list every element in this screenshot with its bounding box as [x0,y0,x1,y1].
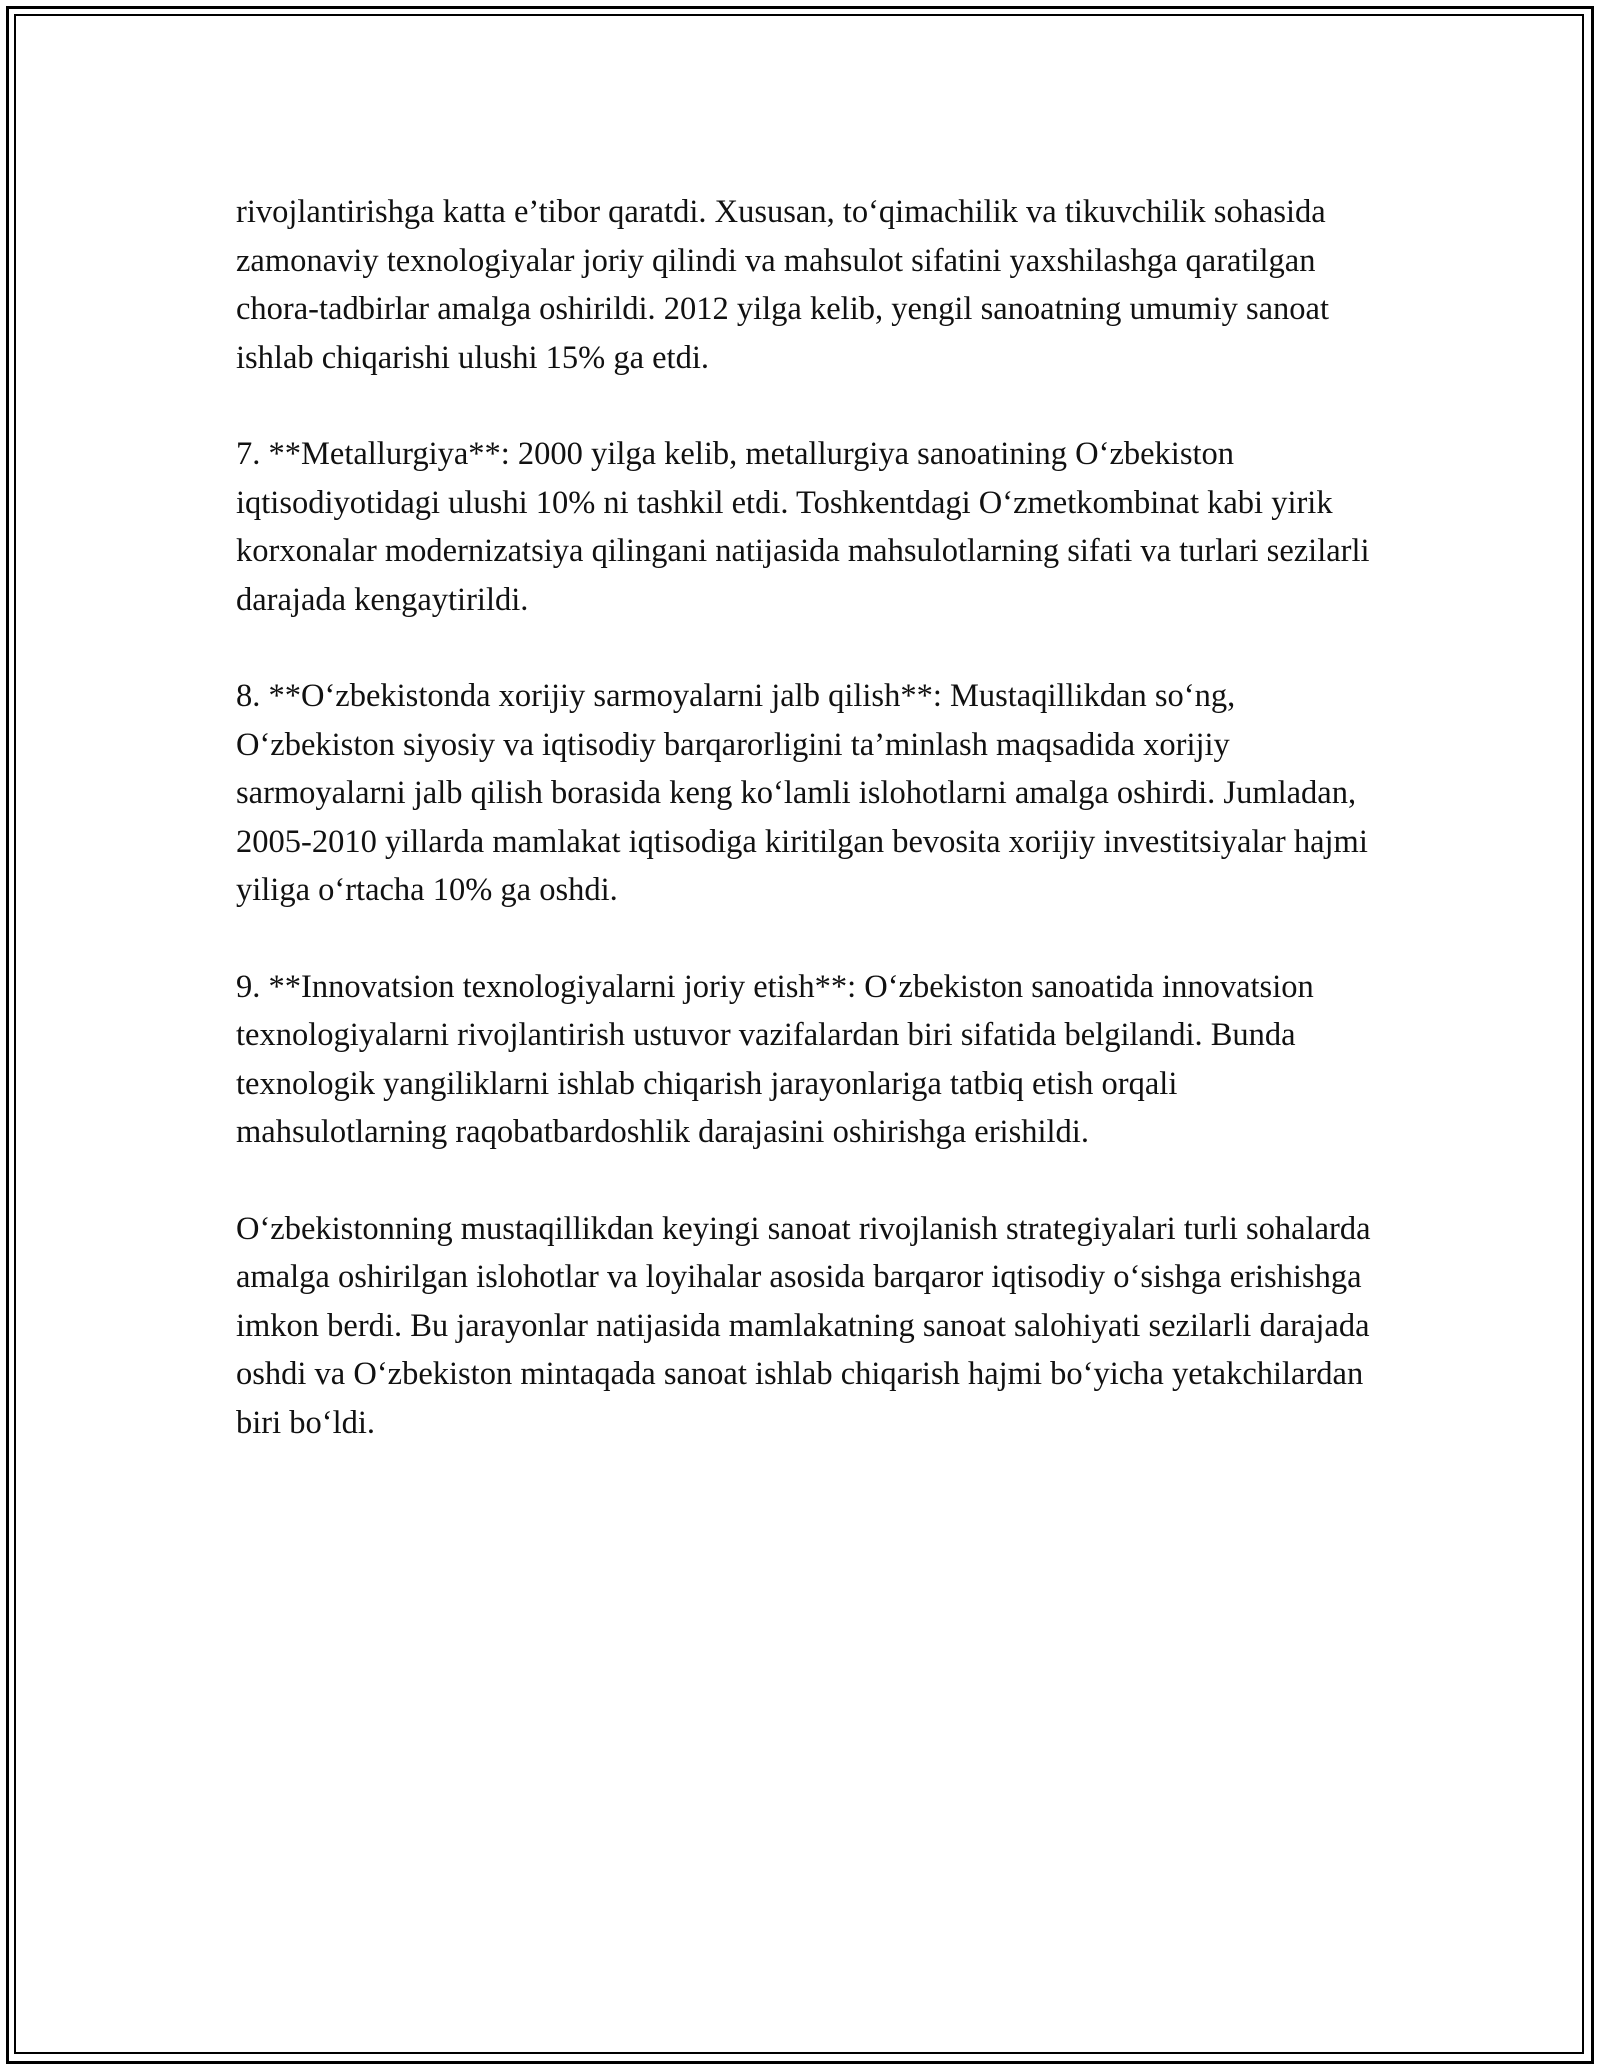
paragraph-item-7-metallurgiya [236,430,1386,624]
paragraph-text: 9. **Innovatsion texnologiyalarni joriy etish**: O‘zbekiston sanoatida innovatsion texnologiyalarni rivojlantirish ustuvor vazifalardan biri sifatida belgilandi. Bunda texnologik yangiliklarni ishlab chiqarish jarayonlariga tatbiq etish orqali mahsulotlarning raqobatbardoshlik darajasini oshirishga erishildi. [236,968,1314,1150]
paragraph-item-9-innovatsion-texnologiyalar [236,963,1386,1157]
document-body [236,188,1386,1495]
paragraph-text: rivojlantirishga katta e’tibor qaratdi. Xususan, to‘qimachilik va tikuvchilik sohasida zamonaviy texnologiyalar joriy qilindi va mahsulot sifatini yaxshilashga qaratilgan chora-tadbirlar amalga oshirildi. 2012 yilga kelib, yengil sanoatning umumiy sanoat ishlab chiqarishi ulushi 15% ga etdi. [236,194,1330,376]
paragraph-item-8-xorijiy-sarmoyalar [236,672,1386,915]
paragraph-text: 8. **O‘zbekistonda xorijiy sarmoyalarni jalb qilish**: Mustaqillikdan so‘ng, O‘zbekiston siyosiy va iqtisodiy barqarorligini ta’minlash maqsadida xorijiy sarmoyalarni jalb qilish borasida keng ko‘lamli islohotlarni amalga oshirdi. Jumladan, 2005-2010 yillarda mamlakat iqtisodiga kiritilgan bevosita xorijiy investitsiyalar hajmi yiliga o‘rtacha 10% ga oshdi. [236,678,1368,908]
paragraph-text: 7. **Metallurgiya**: 2000 yilga kelib, metallurgiya sanoatining O‘zbekiston iqtisodiyotidagi ulushi 10% ni tashkil etdi. Toshkentdagi O‘zmetkombinat kabi yirik korxonalar modernizatsiya qilingani natijasida mahsulotlarning sifati va turlari sezilarli darajada kengaytirildi. [236,436,1370,618]
paragraph-conclusion [236,1205,1386,1448]
paragraph-continuation [236,188,1386,382]
paragraph-text: O‘zbekistonning mustaqillikdan keyingi sanoat rivojlanish strategiyalari turli sohalarda amalga oshirilgan islohotlar va loyihalar asosida barqaror iqtisodiy o‘sishga erishishga imkon berdi. Bu jarayonlar natijasida mamlakatning sanoat salohiyati sezilarli darajada oshdi va O‘zbekiston mintaqada sanoat ishlab chiqarish hajmi bo‘yicha yetakchilardan biri bo‘ldi. [236,1210,1371,1441]
